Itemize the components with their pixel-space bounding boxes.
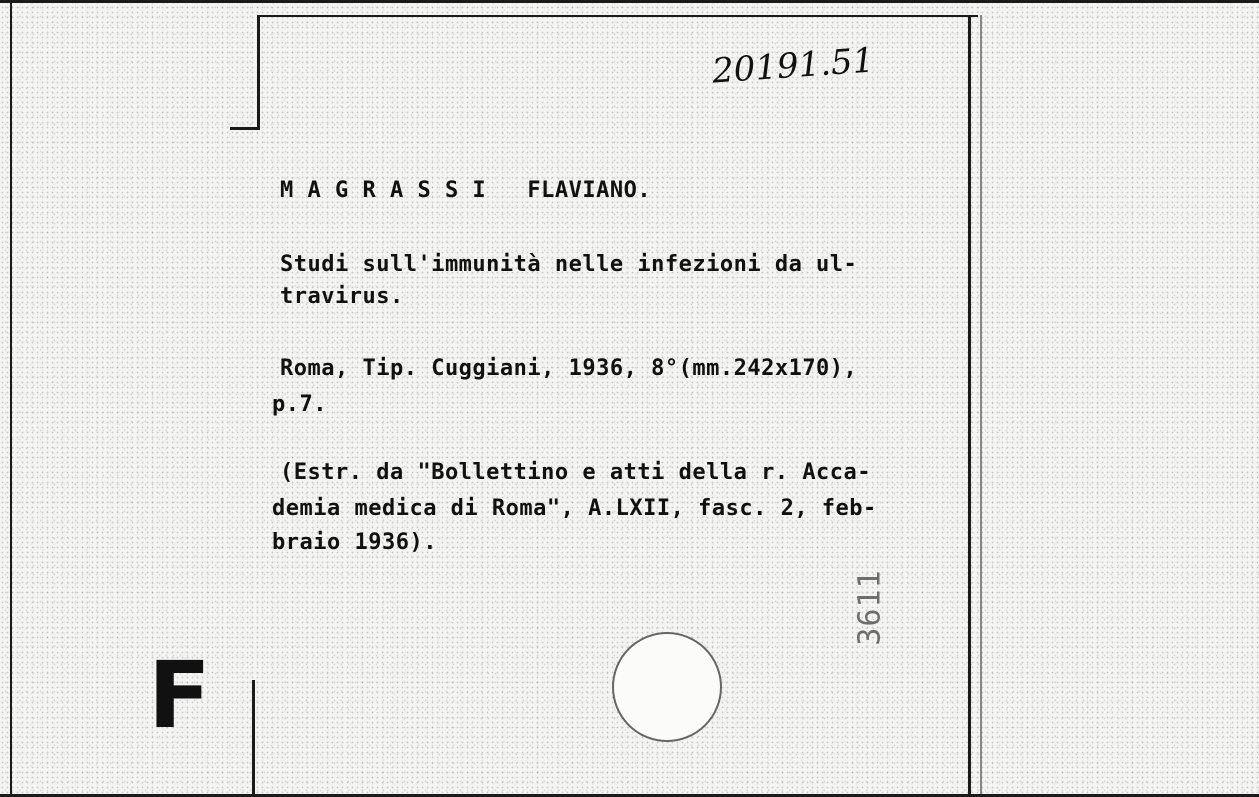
accession-number: 20191.51 — [710, 40, 876, 92]
note-line-2: demia medica di Roma", A.LXII, fasc. 2, feb- — [272, 496, 877, 521]
card-left-edge-lower — [252, 680, 255, 797]
note-line-3: braio 1936). — [272, 530, 437, 555]
imprint-line-2: p.7. — [272, 392, 327, 417]
title-line-2: travirus. — [280, 284, 404, 309]
left-outer-border — [10, 0, 12, 797]
top-border-line — [0, 0, 1259, 3]
card-right-edge — [968, 15, 971, 797]
card-left-notch — [230, 127, 260, 130]
author-heading: M A G R A S S I FLAVIANO. — [280, 178, 652, 203]
punch-hole — [612, 632, 722, 742]
note-line-1: (Estr. da "Bollettino e atti della r. Acca- — [280, 460, 872, 485]
title-line-1: Studi sull'immunità nelle infezioni da ul- — [280, 252, 858, 277]
card-top-edge — [258, 15, 978, 17]
stamp-number: 3611 — [852, 569, 888, 646]
imprint-line-1: Roma, Tip. Cuggiani, 1936, 8°(mm.242x170), — [280, 356, 858, 381]
right-outer-border — [980, 15, 982, 797]
card-left-edge — [257, 15, 260, 130]
drawer-letter-mark: F — [148, 642, 211, 749]
